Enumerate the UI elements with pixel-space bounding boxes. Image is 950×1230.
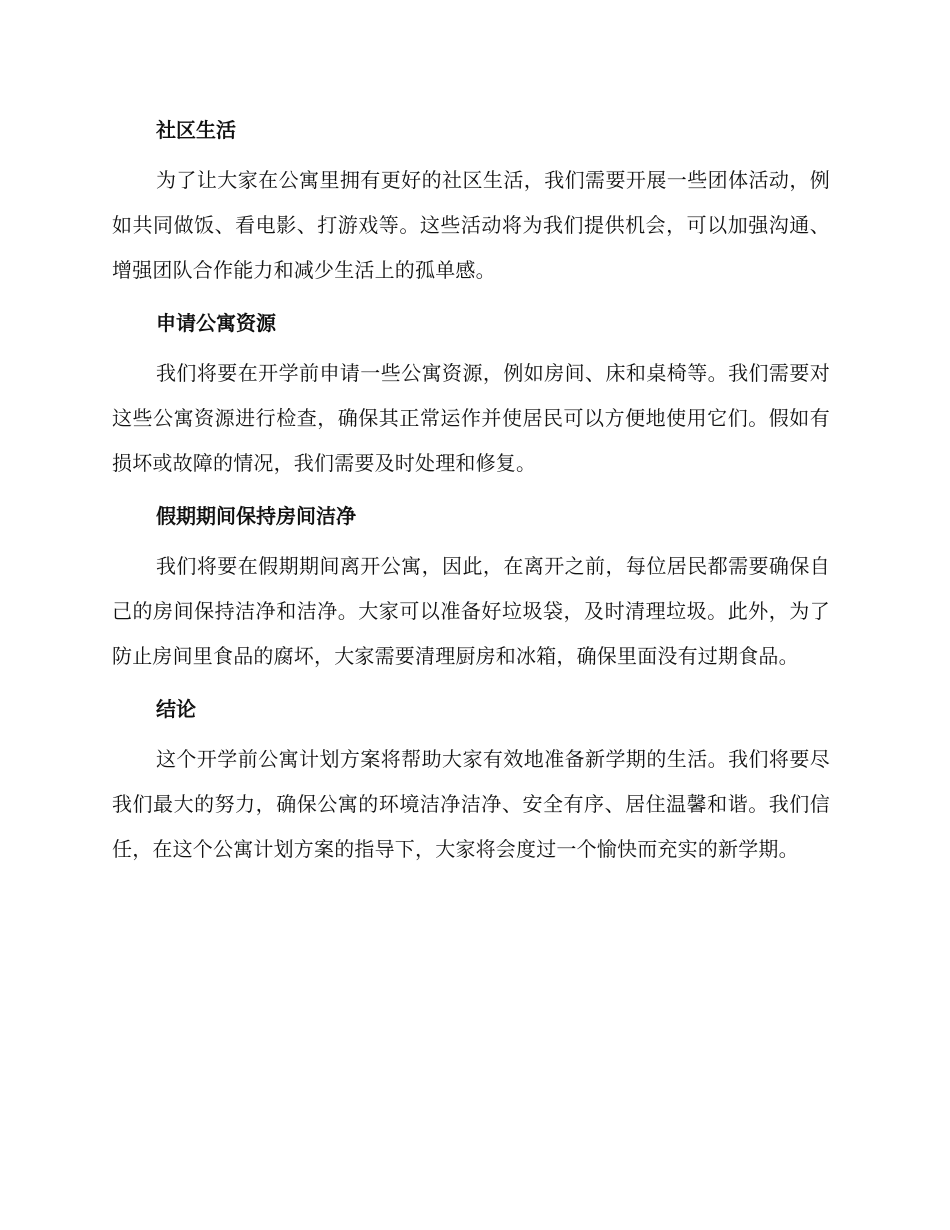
section-heading: 结论 xyxy=(156,697,196,721)
section-paragraph: 我们将要在假期期间离开公寓，因此，在离开之前，每位居民都需要确保自己的房间保持洁净和洁净。大家可以准备好垃圾袋，及时清理垃圾。此外，为了防止房间里食品的腐坏，大家需要清理厨房和冰箱，确保里面没有过期食品。 xyxy=(112,554,830,668)
section-heading: 社区生活 xyxy=(156,118,236,142)
section-holiday-cleanliness xyxy=(112,494,830,679)
section-community-life xyxy=(112,108,830,293)
section-paragraph: 我们将要在开学前申请一些公寓资源，例如房间、床和桌椅等。我们需要对这些公寓资源进行检查，确保其正常运作并使居民可以方便地使用它们。假如有损坏或故障的情况，我们需要及时处理和修复。 xyxy=(112,361,830,475)
section-paragraph: 这个开学前公寓计划方案将帮助大家有效地准备新学期的生活。我们将要尽我们最大的努力，确保公寓的环境洁净洁净、安全有序、居住温馨和谐。我们信任，在这个公寓计划方案的指导下，大家将会度过一个愉快而充实的新学期。 xyxy=(112,747,830,861)
section-apply-resources xyxy=(112,301,830,486)
section-paragraph: 为了让大家在公寓里拥有更好的社区生活，我们需要开展一些团体活动，例如共同做饭、看电影、打游戏等。这些活动将为我们提供机会，可以加强沟通、增强团队合作能力和减少生活上的孤单感。 xyxy=(112,168,830,282)
document-page xyxy=(112,108,830,880)
section-heading: 申请公寓资源 xyxy=(156,311,276,335)
section-conclusion xyxy=(112,687,830,872)
section-heading: 假期期间保持房间洁净 xyxy=(156,504,356,528)
